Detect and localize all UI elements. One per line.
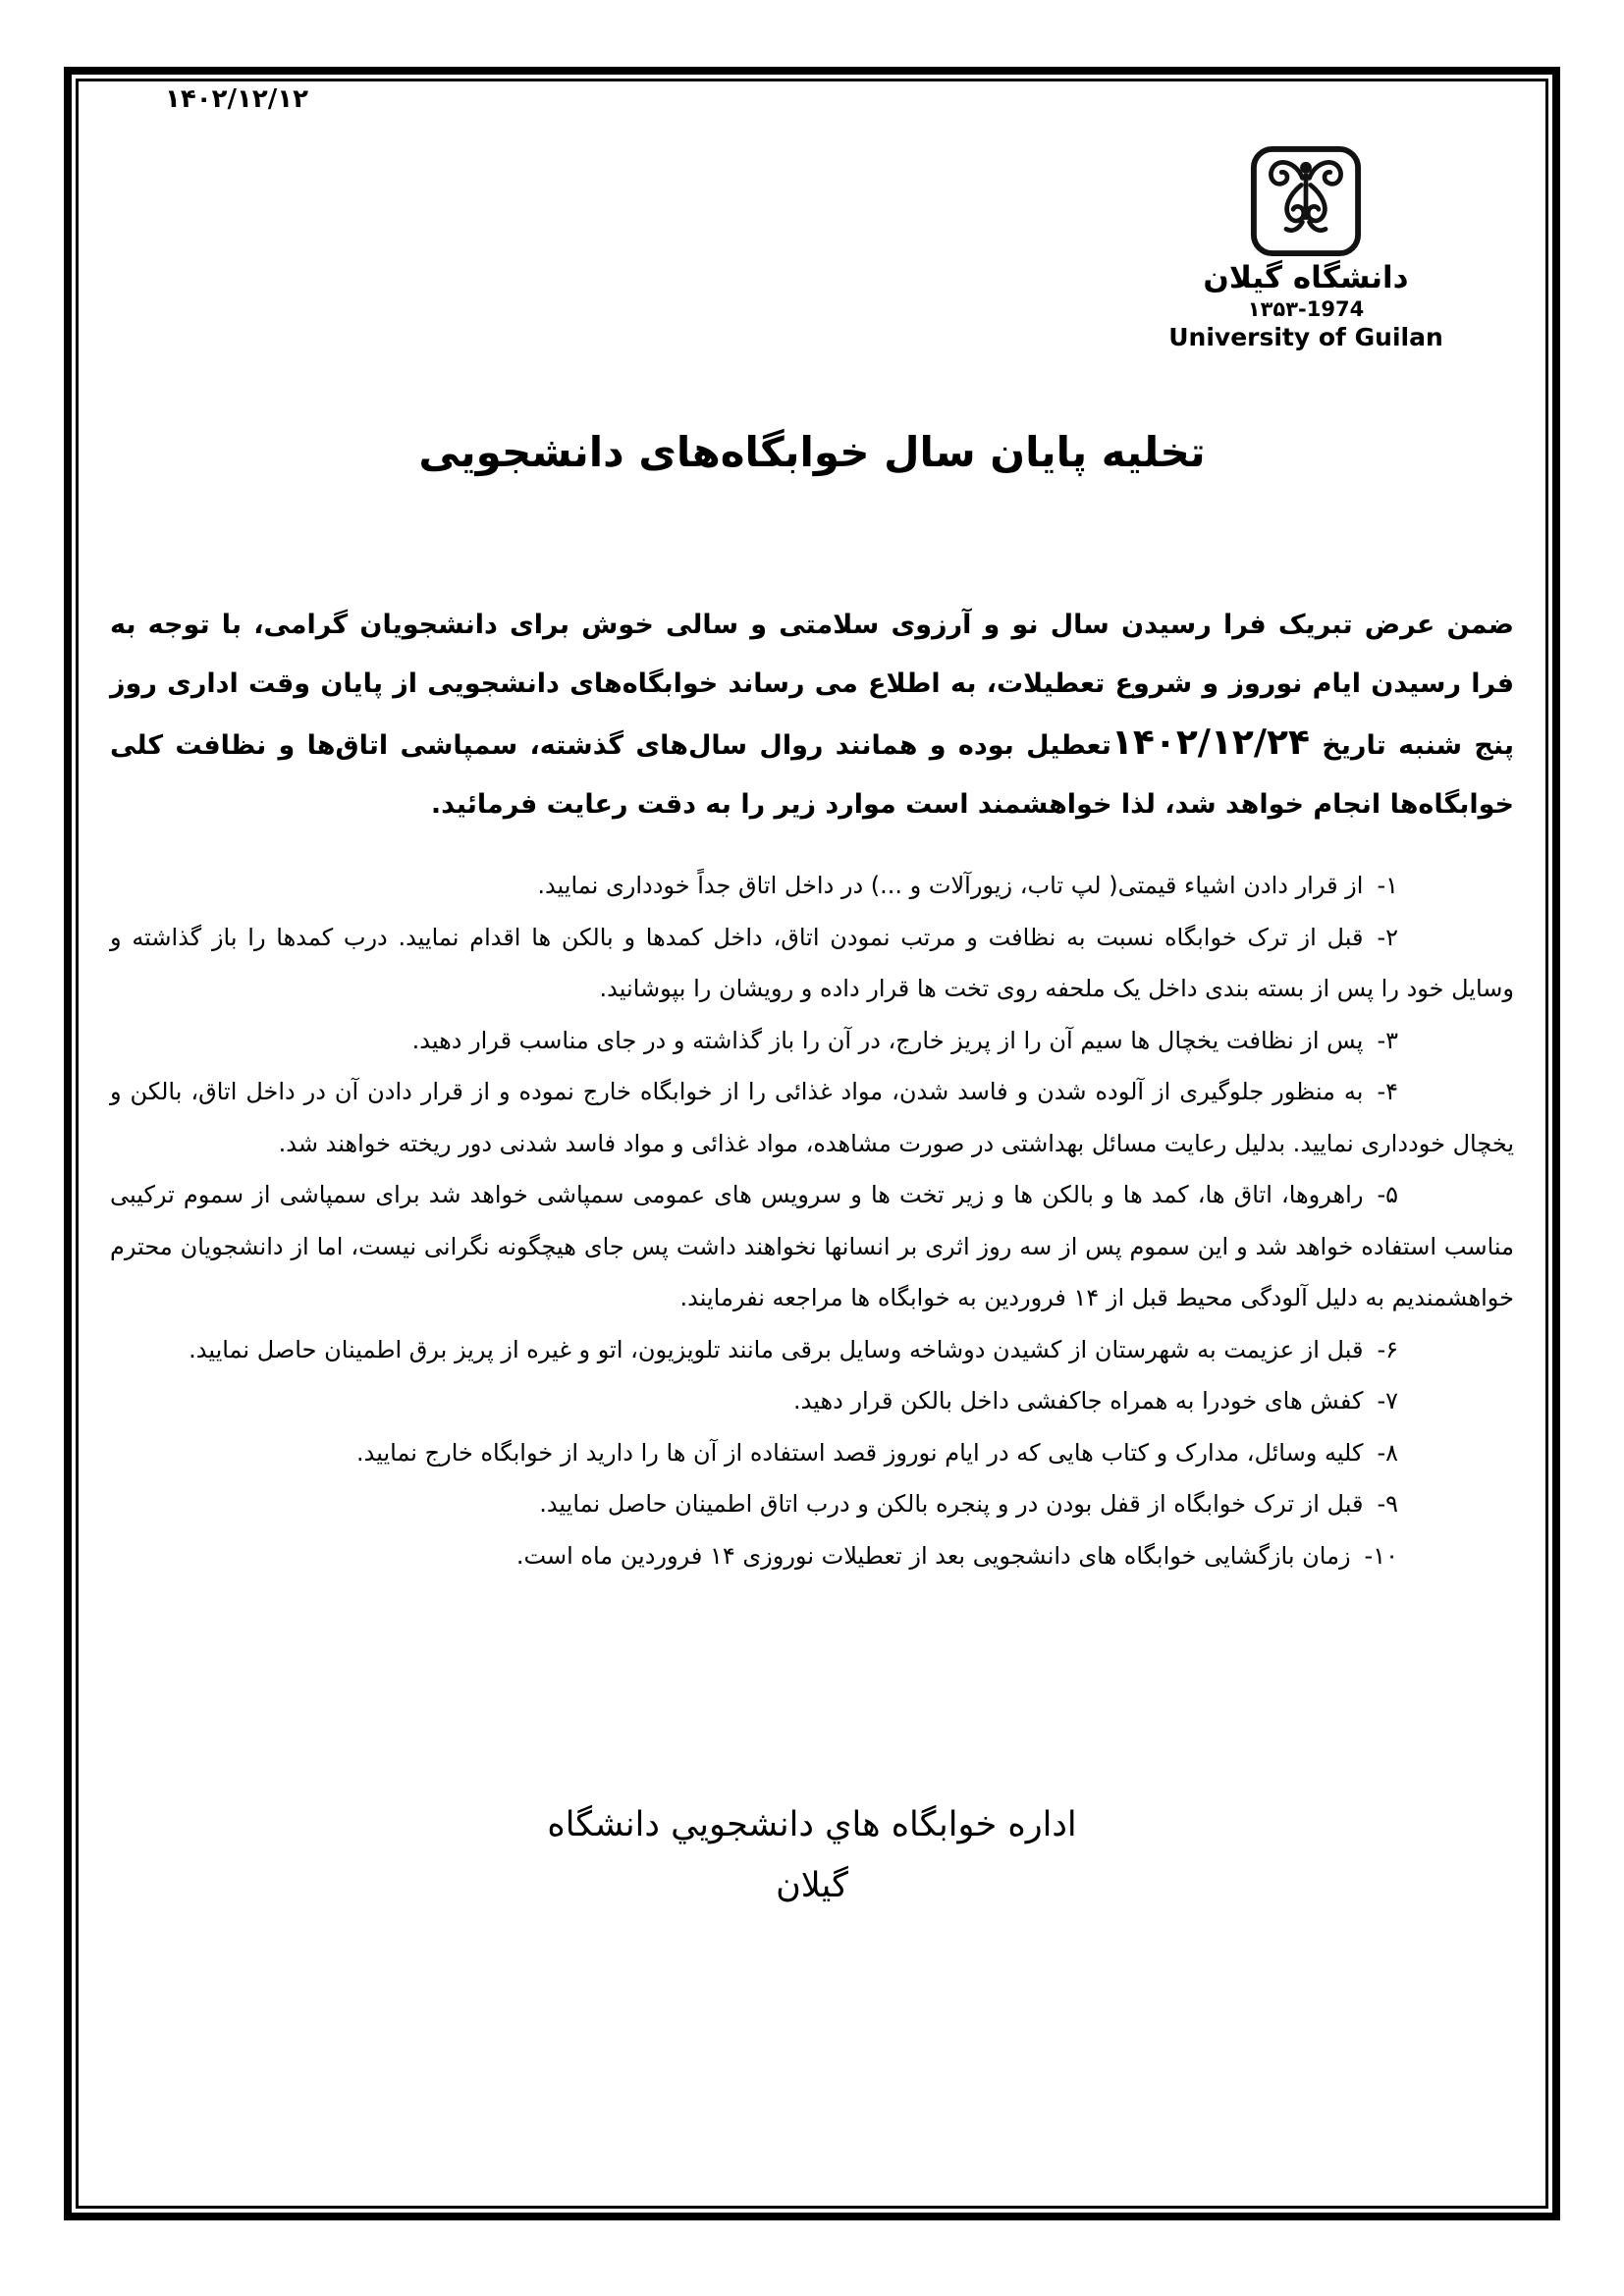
list-item-text: قبل از ترک خوابگاه نسبت به نظافت و مرتب نمودن اتاق، داخل کمدها و بالکن ها اقدام نمایید. درب کمدها را باز گذاشته و وسایل خود را پس از بسته بندی داخل یک ملحفه روی تخت ها قرار داده و رویشان را بپوشانید. [110,923,1514,1002]
list-item-number: ۱- [1377,872,1398,899]
instruction-list [110,860,1514,1581]
list-item-text: به منظور جلوگیری از آلوده شدن و فاسد شدن، مواد غذائی را از خوابگاه خارج نموده و از قرار دادن آن در داخل اتاق، بالکن و یخچال خودداری نمایید. بدلیل رعایت مسائل بهداشتی در صورت مشاهده، مواد غذائی و مواد فاسد شدنی دور ریخته خواهند شد. [110,1078,1514,1157]
list-item-text: راهروها، اتاق ها، کمد ها و بالکن ها و زیر تخت ها و سرویس های عمومی سمپاشی خواهد شد برای سمپاشی از سموم ترکیبی مناسب استفاده خواهد شد و این سموم پس از سه روز اثری بر انسانها نخواهند داشت پس جای هیچگونه نگرانی نیست، اما از دانشجویان محترم خواهشمندیم به دلیل آلودگی محیط قبل از ۱۴ فروردین به خوابگاه ها مراجعه نفرمایند. [110,1181,1514,1311]
signature-line-2: گيلان [776,1866,848,1905]
university-logo [1134,143,1478,352]
letter-date: ۱۴۰۲/۱۲/۱۲ [165,84,308,114]
list-item-number: ۹- [1377,1490,1398,1518]
list-item-number: ۵- [1377,1181,1398,1208]
list-item-number: ۷- [1377,1387,1398,1415]
closure-date: ۱۴۰۲/۱۲/۲۴ [1110,722,1310,763]
list-item-number: ۱۰- [1364,1541,1398,1570]
list-item [110,1169,1514,1324]
list-item-text: کلیه وسائل، مدارک و کتاب هایی که در ایام نوروز قصد استفاده از آن ها را دارید از خوابگاه خارج نمایید. [355,1438,1364,1467]
list-item-text: از قرار دادن اشیاء قیمتی( لپ تاب، زیورآلات و ...) در داخل اتاق جداً خودداری نمایید. [537,872,1364,899]
signature-block [0,1794,1624,1916]
list-item-text: قبل از ترک خوابگاه از قفل بودن در و پنجره بالکن و درب اتاق اطمینان حاصل نمایید. [539,1490,1364,1518]
intro-text-after-date: تعطیل بوده و همانند روال سال‌های گذشته، سمپاشی اتاق‌ها و نظافت کلی خوابگاه‌ها انجام خواهد شد، لذا خواهشمند است موارد زیر را به دقت رعایت فرمائید. [110,730,1514,820]
logo-university-name-en: University of Guilan [1168,322,1443,351]
list-item-number: ۴- [1377,1078,1398,1105]
list-item [110,1324,1514,1376]
list-item [110,1427,1514,1479]
list-item-text: زمان بازگشایی خوابگاه های دانشجویی بعد از تعطیلات نوروزی ۱۴ فروردین ماه است. [515,1541,1351,1570]
list-item-number: ۲- [1377,923,1398,951]
intro-paragraph [110,596,1514,834]
list-item [110,1530,1514,1582]
list-item-number: ۶- [1377,1335,1398,1363]
list-item-text: کفش های خودرا به همراه جاکفشی داخل بالکن قرار دهید. [793,1387,1364,1415]
list-item [110,912,1514,1015]
list-item [110,1066,1514,1169]
list-item-text: قبل از عزیمت به شهرستان از کشیدن دوشاخه وسایل برقی مانند تلویزیون، اتو و غیره از پریز برق اطمینان حاصل نمایید. [189,1335,1364,1363]
list-item-text: پس از نظافت یخچال ها سیم آن را از پریز خارج، در آن را باز گذاشته و در جای مناسب قرار دهید. [411,1026,1364,1054]
logo-calligraphy: دانشگاه گیلان [1203,260,1409,295]
intro-text-before-date: ضمن عرض تبریک فرا رسیدن سال نو و آرزوی سلامتی و سالی خوش برای دانشجویان گرامی، با توجه به فرا رسیدن ایام نوروز و شروع تعطیلات، به اطلاع می رساند خوابگاه‌های دانشجویی از پایان وقت اداری روز پنج شنبه تاریخ [110,610,1514,761]
document-title: تخلیه پایان سال خوابگاه‌های دانشجویی [418,428,1206,476]
list-item [110,1478,1514,1530]
list-item [110,1015,1514,1067]
logo-founding-years: ۱۳۵۳-1974 [1247,296,1365,321]
list-item-number: ۸- [1377,1438,1398,1467]
list-item [110,1375,1514,1427]
signature-line-1: اداره خوابگاه هاي دانشجويي دانشگاه [547,1805,1077,1844]
list-item [110,860,1514,912]
list-item-number: ۳- [1377,1026,1398,1054]
university-of-guilan-emblem-icon [1248,143,1364,259]
